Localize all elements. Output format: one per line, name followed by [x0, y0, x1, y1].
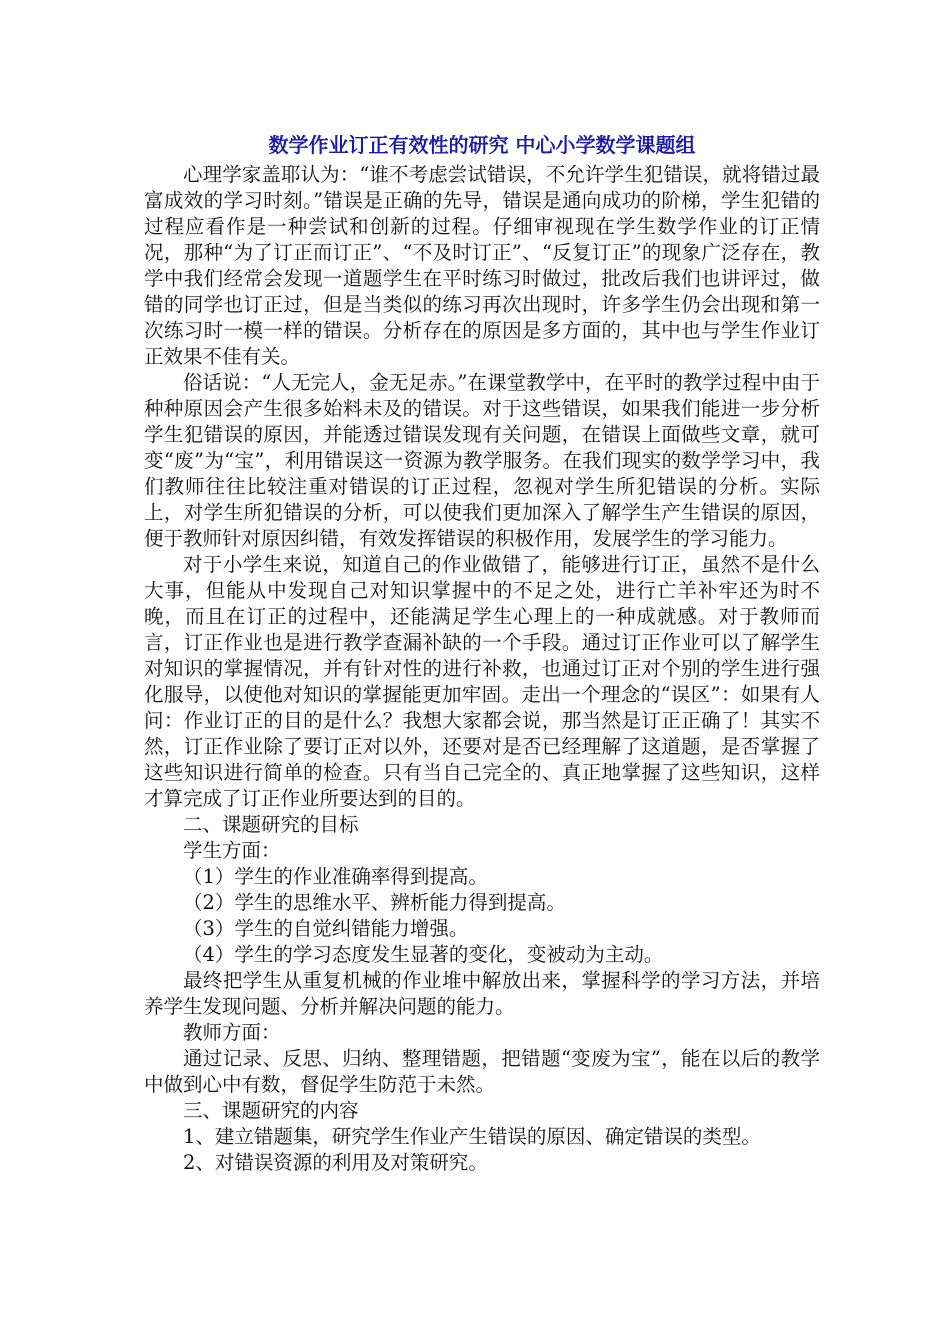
document-page — [144, 128, 820, 1176]
teachers-label: 教师方面： — [183, 1021, 281, 1044]
goal-item-1: （1）学生的作业准确率得到提高。 — [183, 865, 488, 888]
content-item-2: 2、对错误资源的利用及对策研究。 — [183, 1151, 488, 1174]
paragraph-proverb: 俗话说：“人无完人，金无足赤。”在课堂教学中，在平时的教学过程中由于种种原因会产生很多始料未及的错误。对于这些错误，如果我们能进一步分析学生犯错误的原因，并能透过错误发现有关问题，在错误上面做些文章，就可变“废”为“宝”，利用错误这一资源为教学服务。在我们现实的数学学习中，我们教师往往比较注重对错误的订正过程，忽视对学生所犯错误的分析。实际上，对学生所犯错误的分析，可以使我们更加深入了解学生产生错误的原因，便于教师针对原因纠错，有效发挥错误的积极作用，发展学生的学习能力。 — [144, 371, 820, 550]
paragraph-intro: 心理学家盖耶认为：“谁不考虑尝试错误，不允许学生犯错误，就将错过最富成效的学习时刻。”错误是正确的先导，错误是通向成功的阶梯，学生犯错的过程应看作是一种尝试和创新的过程。仔细审视现在学生数学作业的订正情况，那种“为了订正而订正”、“不及时订正”、“反复订正”的现象广泛存在，教学中我们经常会发现一道题学生在平时练习时做过，批改后我们也讲评过，做错的同学也订正过，但是当类似的练习再次出现时，许多学生仍会出现和第一次练习时一模一样的错误。分析存在的原因是多方面的，其中也与学生作业订正效果不佳有关。 — [144, 163, 820, 368]
paragraph-ultimate-goal: 最终把学生从重复机械的作业堆中解放出来，掌握科学的学习方法，并培养学生发现问题、分析并解决问题的能力。 — [144, 969, 820, 1018]
goal-item-3: （3）学生的自觉纠错能力增强。 — [183, 917, 469, 940]
paragraph-pupils: 对于小学生来说，知道自己的作业做错了，能够进行订正，虽然不是什么大事，但能从中发现自己对知识掌握中的不足之处，进行亡羊补牢还为时不晚，而且在订正的过程中，还能满足学生心理上的一种成就感。对于教师而言，订正作业也是进行教学查漏补缺的一个手段。通过订正作业可以了解学生对知识的掌握情况，并有针对性的进行补救，也通过订正对个别的学生进行强化服导，以使他对知识的掌握能更加牢固。走出一个理念的“误区”：如果有人问：作业订正的目的是什么？我想大家都会说，那当然是订正正确了！其实不然，订正作业除了要订正对以外，还要对是否已经理解了这道题，是否掌握了这些知识进行简单的检查。只有当自己完全的、真正地掌握了这些知识，这样才算完成了订正作业所要达到的目的。 — [144, 553, 820, 810]
section-heading-content: 三、课题研究的内容 — [183, 1099, 359, 1122]
section-heading-goals: 二、课题研究的目标 — [183, 813, 359, 836]
document-title: 数学作业订正有效性的研究 中心小学数学课题组 — [268, 133, 696, 157]
content-item-1: 1、建立错题集，研究学生作业产生错误的原因、确定错误的类型。 — [183, 1125, 761, 1148]
paragraph-teachers: 通过记录、反思、归纳、整理错题，把错题“变废为宝”，能在以后的教学中做到心中有数，督促学生防范于未然。 — [144, 1047, 820, 1096]
students-label: 学生方面： — [183, 839, 281, 862]
goal-item-2: （2）学生的思维水平、辨析能力得到提高。 — [183, 891, 566, 914]
goal-item-4: （4）学生的学习态度发生显著的变化，变被动为主动。 — [183, 943, 664, 966]
